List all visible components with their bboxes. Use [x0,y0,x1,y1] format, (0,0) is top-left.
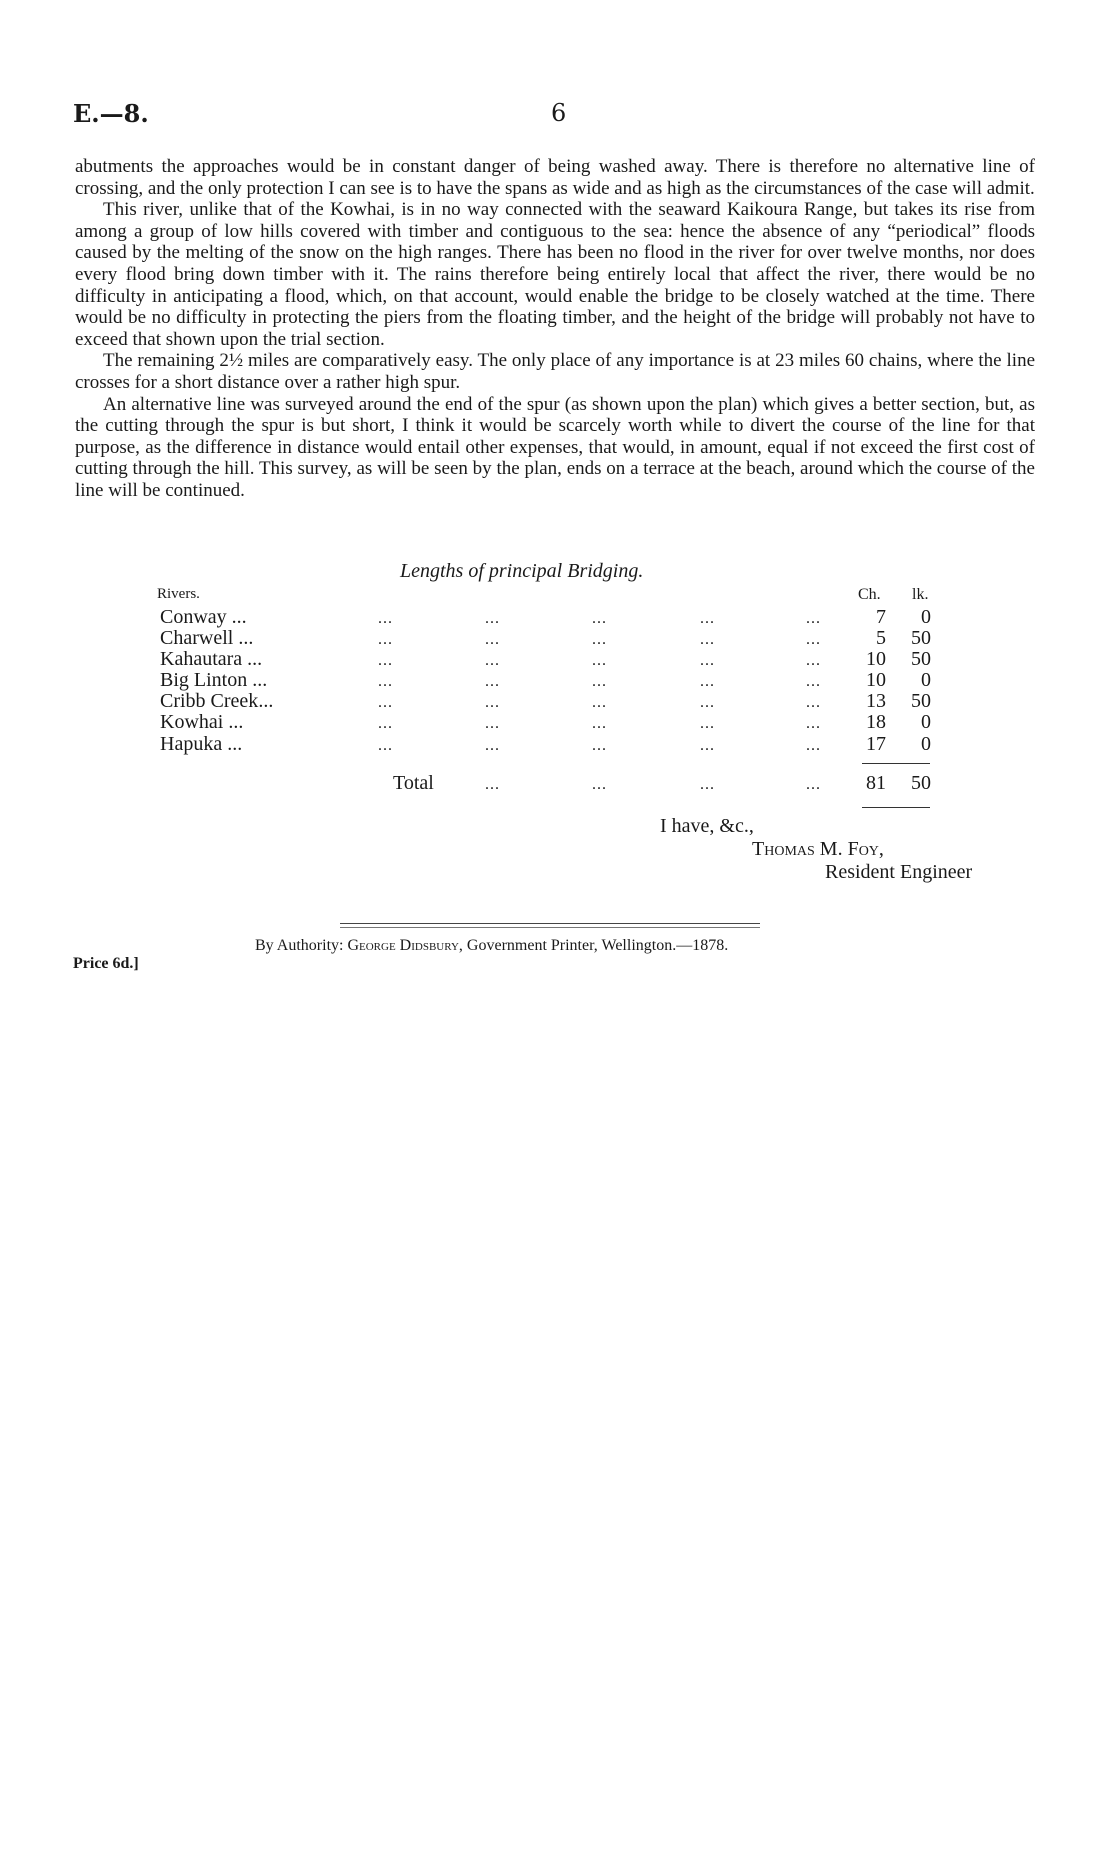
leader-dots: ... [806,652,821,669]
leader-dots: ... [485,776,500,793]
leader-dots: ... [806,694,821,711]
table-row [0,627,1114,649]
report-reference: E.—8. [73,99,149,128]
leader-dots: ... [592,776,607,793]
chains-value: 10 [866,669,886,691]
footer-rule [340,923,760,924]
leader-dots: ... [485,694,500,711]
table-caption: Lengths of principal Bridging. [400,560,644,582]
closing-line: I have, &c., [660,815,754,837]
links-value: 0 [921,669,931,691]
river-name: Kahautara ... [160,648,263,670]
leader-dots: ... [700,694,715,711]
leader-dots: ... [700,715,715,732]
column-header-rivers: Rivers. [157,586,200,602]
leader-dots: ... [700,610,715,627]
leader-dots: ... [806,776,821,793]
total-label: Total [393,772,434,794]
links-value: 0 [921,733,931,755]
leader-dots: ... [485,715,500,732]
leader-dots: ... [700,673,715,690]
leader-dots: ... [485,673,500,690]
page-number: 6 [551,99,567,127]
river-name: Kowhai ... [160,711,244,733]
leader-dots: ... [485,631,500,648]
paragraph: An alternative line was surveyed around the end of the spur (as shown upon the plan) which gives a better section, but, as the cutting through the spur is but short, I think it would be scarcely worth while to divert the course of the line for that purpose, as the difference in distance would entail other expenses, that would, in amount, equal if not exceed the first cost of cutting through the hill. This survey, as will be seen by the plan, ends on a terrace at the beach, around which the course of the line will be continued. [75,393,1035,501]
links-value: 0 [921,711,931,733]
chains-value: 18 [866,711,886,733]
body-text [75,156,1035,502]
paragraph: This river, unlike that of the Kowhai, is in no way connected with the seaward Kaikoura Range, but takes its rise from among a group of low hills covered with timber and contiguous to the sea: hence the absence of any “periodical” floods caused by the melting of the snow on the high ranges. There has been no flood in the river for over twelve months, nor does every flood bring down timber with it. The rains therefore being entirely local that affect the river, there would be no difficulty in anticipating a flood, which, on that account, would enable the bridge to be closely watched at the time. There would be no difficulty in protecting the piers from the floating timber, and the height of the bridge will probably not have to exceed that shown upon the trial section. [75,199,1035,350]
paragraph: abutments the approaches would be in constant danger of being washed away. There is therefore no alternative line of crossing, and the only protection I can see is to have the spans as wide and as high as the circumstances of the case will admit. [75,156,1035,199]
leader-dots: ... [592,673,607,690]
leader-dots: ... [378,694,393,711]
leader-dots: ... [700,631,715,648]
leader-dots: ... [378,610,393,627]
leader-dots: ... [806,737,821,754]
river-name: Charwell ... [160,627,254,649]
leader-dots: ... [700,737,715,754]
signatory-name: Thomas M. Foy, [752,838,884,860]
signatory-title: Resident Engineer [825,861,973,883]
chains-value: 17 [866,733,886,755]
leader-dots: ... [485,652,500,669]
chains-value: 13 [866,690,886,712]
leader-dots: ... [485,610,500,627]
leader-dots: ... [485,737,500,754]
table-row [0,669,1114,691]
leader-dots: ... [378,631,393,648]
leader-dots: ... [592,737,607,754]
links-value: 50 [911,648,931,670]
total-links: 50 [911,772,931,794]
price-note: Price 6d.] [73,955,139,972]
chains-value: 10 [866,648,886,670]
leader-dots: ... [592,631,607,648]
total-rule-bottom [862,807,930,808]
river-name: Hapuka ... [160,733,243,755]
leader-dots: ... [378,737,393,754]
river-name: Conway ... [160,606,247,628]
table-row [0,711,1114,733]
leader-dots: ... [378,673,393,690]
leader-dots: ... [378,652,393,669]
chains-value: 5 [876,627,886,649]
leader-dots: ... [592,610,607,627]
leader-dots: ... [806,631,821,648]
footer-rule [340,927,760,928]
leader-dots: ... [592,694,607,711]
chains-value: 7 [876,606,886,628]
total-chains: 81 [866,772,886,794]
river-name: Cribb Creek... [160,690,274,712]
links-value: 50 [911,690,931,712]
column-header-chains: Ch. [858,586,881,603]
links-value: 0 [921,606,931,628]
paragraph: The remaining 2½ miles are comparatively easy. The only place of any importance is at 23 miles 60 chains, where the line crosses for a short distance over a rather high spur. [75,350,1035,393]
table-row [0,648,1114,670]
table-row [0,690,1114,712]
total-rule-top [862,763,930,764]
leader-dots: ... [806,715,821,732]
leader-dots: ... [806,610,821,627]
table-row [0,733,1114,755]
total-row [0,772,1114,794]
printer-name: George Didsbury [347,937,459,954]
column-header-links: lk. [912,586,929,603]
leader-dots: ... [592,652,607,669]
river-name: Big Linton ... [160,669,268,691]
table-row [0,606,1114,628]
printer-imprint: By Authority: George Didsbury, Government Printer, Wellington.—1878. [255,937,729,954]
leader-dots: ... [592,715,607,732]
leader-dots: ... [700,652,715,669]
links-value: 50 [911,627,931,649]
leader-dots: ... [378,715,393,732]
leader-dots: ... [806,673,821,690]
leader-dots: ... [700,776,715,793]
